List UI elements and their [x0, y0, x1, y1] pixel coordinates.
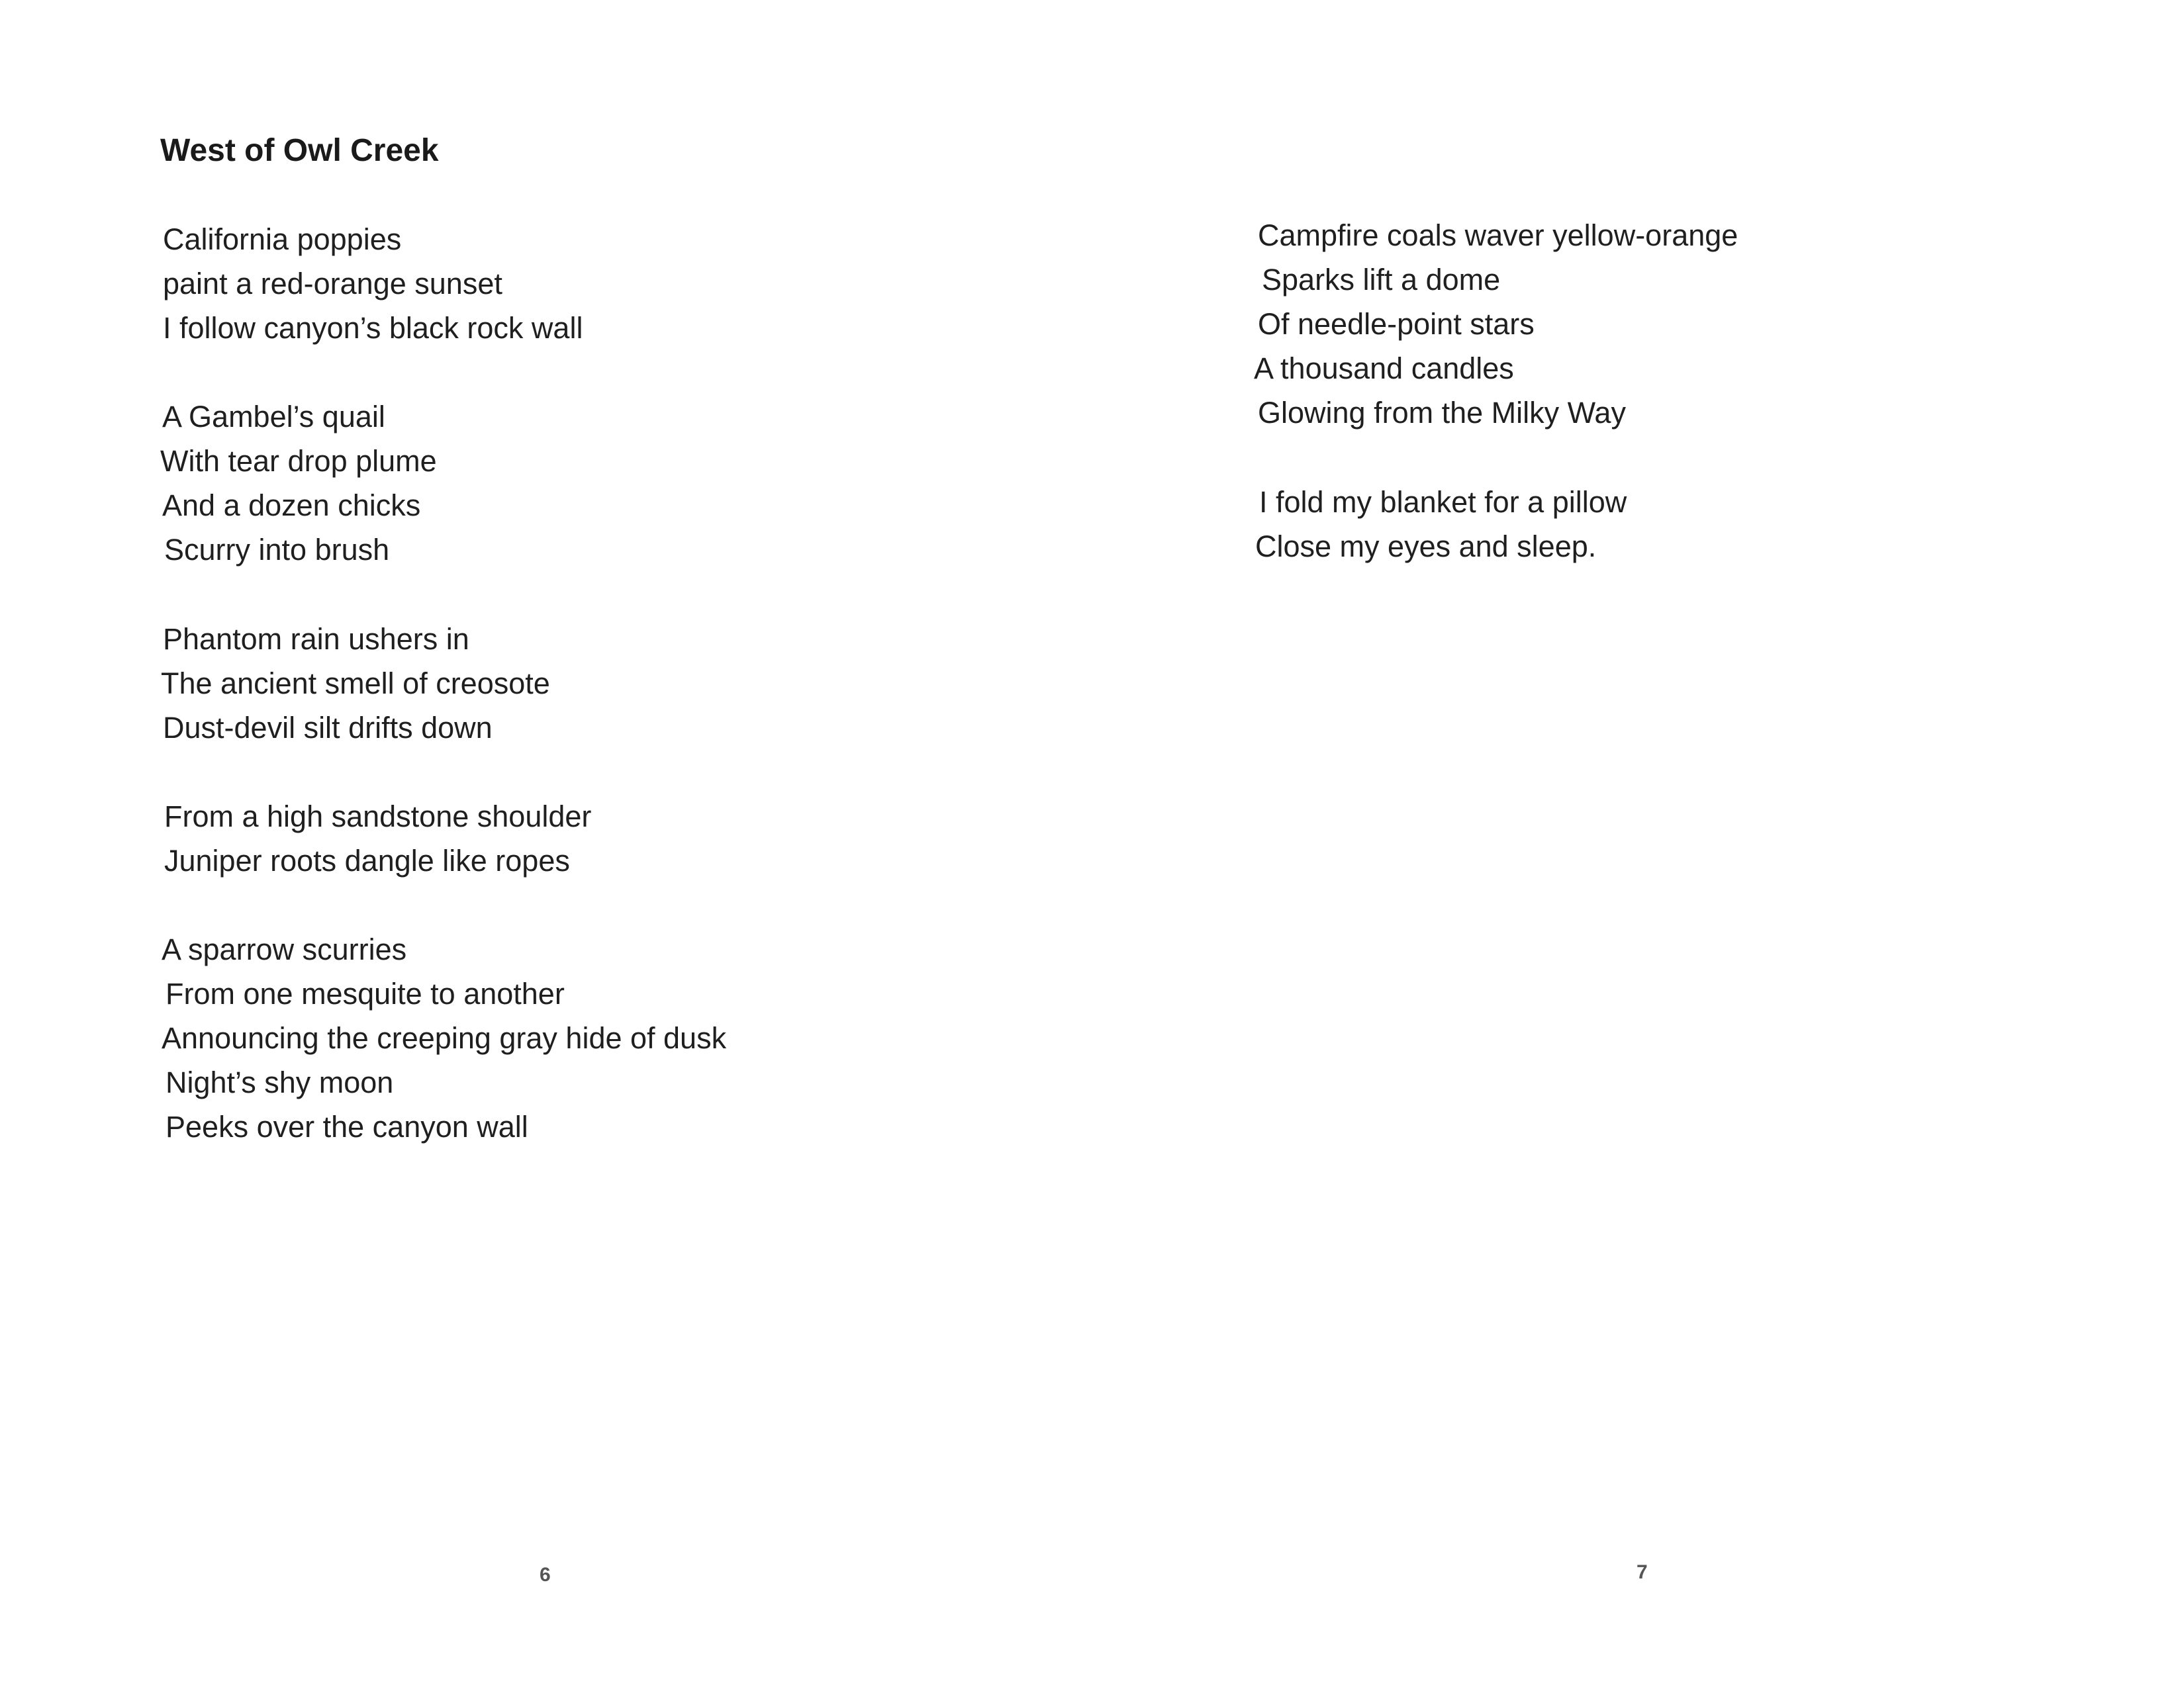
- poem-line: From one mesquite to another: [166, 977, 565, 1011]
- poem-line: And a dozen chicks: [162, 488, 421, 522]
- poem-line: Peeks over the canyon wall: [166, 1110, 528, 1144]
- stanza: [163, 217, 583, 350]
- poem-line: Glowing from the Milky Way: [1258, 396, 1626, 430]
- poem-line: California poppies: [163, 222, 402, 256]
- poem-line: I fold my blanket for a pillow: [1259, 485, 1627, 519]
- poem-line: The ancient smell of creosote: [161, 666, 550, 700]
- poem-line: I follow canyon’s black rock wall: [163, 311, 583, 345]
- poem-line: Dust-devil silt drifts down: [163, 711, 493, 745]
- poem-line: paint a red-orange sunset: [163, 267, 502, 300]
- right-page: [1092, 0, 2184, 1687]
- poem-line: A sparrow scurries: [162, 933, 407, 966]
- poem-line: Night’s shy moon: [166, 1066, 394, 1099]
- poem-line: Phantom rain ushers in: [163, 622, 469, 656]
- poem-line: Campfire coals waver yellow-orange: [1258, 218, 1738, 252]
- poem-line: With tear drop plume: [160, 444, 437, 478]
- poem-line: Sparks lift a dome: [1262, 263, 1501, 296]
- page-number: 7: [1637, 1561, 1648, 1583]
- stanza: [1255, 480, 1627, 569]
- page-number: 6: [540, 1564, 551, 1586]
- poem-line: Juniper roots dangle like ropes: [164, 844, 570, 878]
- poem-line: From a high sandstone shoulder: [164, 799, 592, 833]
- stanza: [160, 394, 437, 572]
- poem-title: West of Owl Creek: [160, 133, 439, 168]
- poem-line: Scurry into brush: [164, 533, 390, 567]
- stanza: [162, 927, 726, 1149]
- poem-line: Of needle-point stars: [1258, 307, 1535, 341]
- poem-line: A Gambel’s quail: [162, 400, 385, 433]
- stanza: [1254, 213, 1738, 435]
- poem-line: A thousand candles: [1254, 351, 1514, 385]
- poem-line: Announcing the creeping gray hide of dusk: [162, 1021, 727, 1055]
- stanza: [164, 794, 591, 883]
- stanza: [163, 617, 550, 750]
- poem-line: Close my eyes and sleep.: [1255, 529, 1597, 563]
